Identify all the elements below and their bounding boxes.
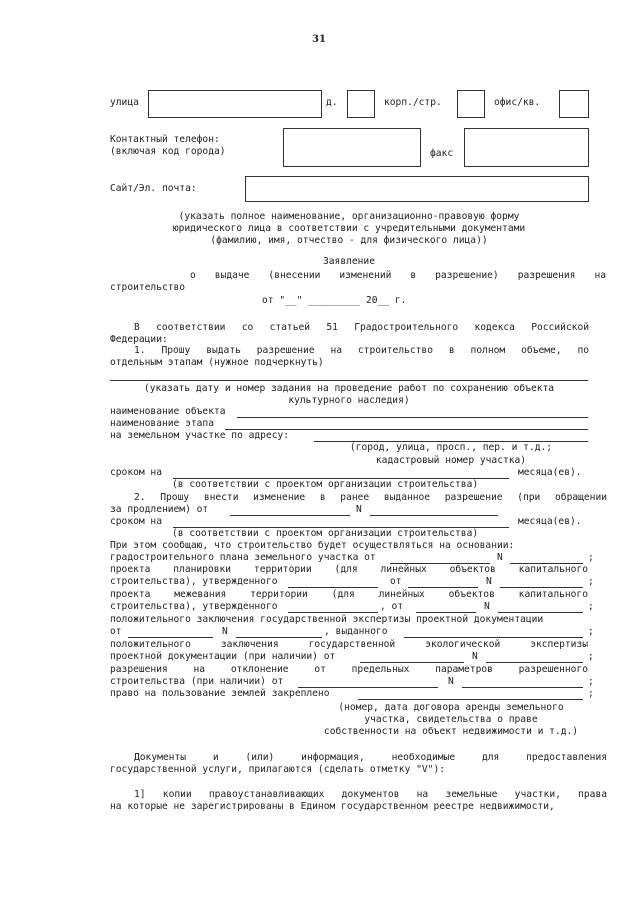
item2-date-field[interactable]	[230, 515, 350, 516]
land-right-semicolon: ;	[588, 688, 594, 699]
statement-subtitle-2: строительство	[110, 282, 186, 293]
project-note-1: (в соответствии с проектом организации строительства)	[172, 479, 479, 490]
object-name-field[interactable]	[237, 417, 588, 418]
pmt-approved-label: строительства), утвержденного	[110, 601, 278, 612]
ppt-from-label: от	[390, 576, 402, 587]
gos-exp-date-field[interactable]	[128, 637, 213, 638]
pmt-line: проекта межевания территории (для линейных объектов капитального	[110, 589, 588, 600]
ppt-date-field[interactable]	[408, 587, 478, 588]
building-field[interactable]	[457, 90, 485, 118]
object-name-label: наименование объекта	[110, 406, 226, 417]
ppt-approved-label: строительства), утвержденного	[110, 576, 278, 587]
eco-no-sign: N	[472, 651, 478, 662]
applicant-note-1: (указать полное наименование, организационно-правовую форму	[178, 211, 520, 222]
land-note-1: (номер, дата договора аренды земельного	[338, 702, 564, 713]
gos-exp-issued-label: , выданного	[324, 626, 388, 637]
document-item-1-line-2: на которые не зарегистрированы в Едином государственном реестре недвижимости,	[110, 801, 555, 812]
building-label: корп./стр.	[384, 97, 442, 108]
documents-line: Документы и (или) информация, необходимые для предоставления	[134, 752, 607, 763]
heritage-note-2: культурного наследия)	[288, 395, 410, 406]
statement-title: Заявление	[323, 256, 375, 267]
street-label: улица	[110, 97, 139, 108]
gos-exp-from-label: от	[110, 626, 122, 637]
gos-exp-number-field[interactable]	[236, 637, 322, 638]
land-address-label: на земельном участке по адресу:	[110, 430, 290, 441]
pmt-no-sign: N	[484, 601, 490, 612]
basis-line: При этом сообщаю, что строительство будет осуществляться на основании:	[110, 540, 515, 551]
site-label: Сайт/Эл. почта:	[110, 183, 197, 194]
item2-no-sign: N	[356, 504, 362, 515]
gos-exp-issuer-field[interactable]	[404, 637, 583, 638]
pmt-from-label: , от	[380, 601, 404, 612]
applicant-note-2: юридического лица в соответствии с учредительными документами	[172, 223, 526, 234]
phone-label-code: (включая код города)	[110, 146, 226, 157]
ppt-approver-field[interactable]	[288, 587, 378, 588]
street-field[interactable]	[148, 90, 322, 118]
ppt-line: проекта планировки территории (для линейных объектов капитального	[110, 564, 588, 575]
office-field[interactable]	[559, 90, 589, 118]
deviation-semicolon: ;	[588, 676, 594, 687]
item2-number-field[interactable]	[370, 515, 498, 516]
pmt-semicolon: ;	[588, 601, 594, 612]
house-field[interactable]	[347, 90, 375, 118]
heritage-field[interactable]	[110, 380, 588, 381]
gos-exp-line: положительного заключения государственной экспертизы проектной документации	[110, 614, 544, 625]
land-note-2: участка, свидетельства о праве	[364, 714, 538, 725]
pmt-number-field[interactable]	[498, 612, 583, 613]
phone-field[interactable]	[283, 128, 421, 167]
gpzu-semicolon: ;	[588, 552, 594, 563]
statement-subtitle: о выдаче (внесении изменений в разрешение) разрешения на	[190, 270, 606, 281]
eco-date-field[interactable]	[360, 662, 464, 663]
office-label: офис/кв.	[494, 97, 541, 108]
pmt-approver-field[interactable]	[288, 612, 378, 613]
land-right-label: право на пользование землей закреплено	[110, 688, 330, 699]
gos-exp-no-sign: N	[222, 626, 228, 637]
term-label-2: сроком на	[110, 516, 162, 527]
city-note-1: (город, улица, просп., пер. и т.д.;	[349, 442, 553, 453]
item1-line: 1. Прошу выдать разрешение на строительство в полном объеме, по	[134, 345, 589, 356]
project-note-2: (в соответствии с проектом организации строительства)	[172, 528, 479, 539]
intro-line: В соответствии со статьей 51 Градостроительного кодекса Российской	[134, 322, 589, 333]
city-note-2: кадастровый номер участка)	[375, 455, 527, 466]
intro-line-2: Федерации:	[110, 334, 168, 345]
eco-line: положительного заключения государственной экологической экспертизы	[110, 639, 588, 650]
statement-date: от "__" _________ 20__ г.	[262, 295, 407, 306]
land-note-3: собственности на объект недвижимости и т.д.)	[323, 726, 579, 737]
eco-semicolon: ;	[588, 651, 594, 662]
ppt-semicolon: ;	[588, 576, 594, 587]
deviation-line: разрешения на отклонение от предельных параметров разрешенного	[110, 664, 588, 675]
gpzu-no-sign: N	[497, 552, 503, 563]
document-item-1: 1] копии правоустанавливающих документов на земельные участки, права	[134, 789, 607, 800]
phone-label: Контактный телефон:	[110, 134, 220, 145]
deviation-no-sign: N	[448, 676, 454, 687]
eco-from-label: проектной документации (при наличии) от	[110, 651, 336, 662]
eco-number-field[interactable]	[486, 662, 583, 663]
deviation-number-field[interactable]	[462, 687, 583, 688]
item1-line-2: отдельным этапам (нужное подчеркнуть)	[110, 357, 324, 368]
site-email-field[interactable]	[245, 176, 589, 202]
gpzu-label: градостроительного плана земельного участка от	[110, 552, 376, 563]
ppt-number-field[interactable]	[500, 587, 583, 588]
fax-field[interactable]	[464, 128, 589, 167]
months-label-2: месяца(ев).	[518, 516, 582, 527]
deviation-from-label: строительства (при наличии) от	[110, 676, 284, 687]
pmt-date-field[interactable]	[416, 612, 476, 613]
page-number: 31	[312, 34, 326, 45]
applicant-note-3: (фамилию, имя, отчество - для физического лица))	[210, 235, 488, 246]
heritage-note-1: (указать дату и номер задания на проведение работ по сохранению объекта	[143, 383, 555, 394]
item2-from-label: за продлением) от	[110, 504, 209, 515]
documents-line-2: государственной услуги, прилагаются (сделать отметку "V"):	[110, 764, 446, 775]
land-right-field[interactable]	[358, 699, 583, 700]
gos-exp-semicolon: ;	[588, 626, 594, 637]
months-label-1: месяца(ев).	[518, 467, 582, 478]
ppt-no-sign: N	[486, 576, 492, 587]
stage-name-label: наименование этапа	[110, 418, 214, 429]
item2-line: 2. Прошу внести изменение в ранее выданное разрешение (при обращении	[134, 492, 607, 503]
term-label-1: сроком на	[110, 467, 162, 478]
fax-label: факс	[430, 148, 454, 159]
house-label: д.	[326, 97, 338, 108]
